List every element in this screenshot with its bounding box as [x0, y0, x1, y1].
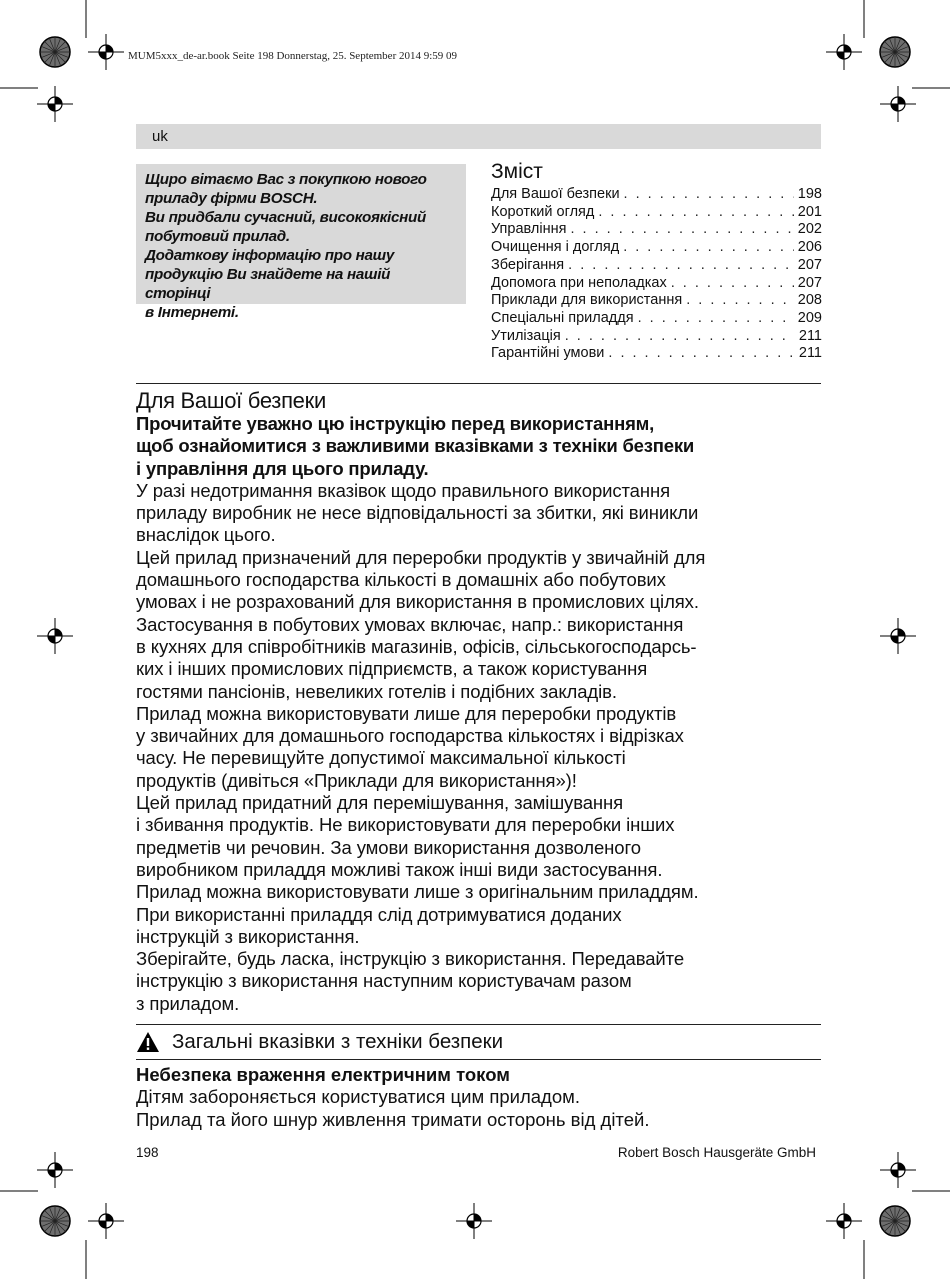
safety-text-line: Прилад можна використовувати лише для переробки продуктів — [136, 702, 677, 724]
welcome-box — [136, 164, 466, 321]
language-bar — [136, 124, 821, 149]
toc-item-label: Короткий огляд — [491, 203, 595, 220]
electric-shock-line: Прилад та його шнур живлення тримати осторонь від дітей. — [136, 1108, 650, 1130]
toc-item[interactable] — [491, 310, 822, 328]
toc-item-page: 202 — [797, 221, 822, 238]
safety-text-line: При використанні приладдя слід дотримуватися доданих — [136, 903, 622, 925]
safety-text-line: ких і інших промислових підприємств, а також користування — [136, 658, 648, 680]
safety-text-line: Цей прилад призначений для переробки продуктів у звичайній для — [136, 546, 706, 568]
toc-item-page: 211 — [798, 345, 822, 362]
welcome-line: побутовий прилад. — [145, 228, 290, 245]
toc-item[interactable] — [491, 239, 822, 257]
safety-title: Для Вашої безпеки — [136, 388, 326, 413]
toc-item-label: Спеціальні приладдя — [491, 309, 634, 326]
warning-triangle-icon — [136, 1031, 160, 1053]
toc-item-page: 208 — [797, 292, 822, 309]
welcome-line: Додаткову інформацію про нашу — [145, 247, 394, 264]
toc-item[interactable] — [491, 345, 822, 363]
section-divider — [136, 1059, 821, 1060]
toc-item[interactable] — [491, 257, 822, 275]
safety-text-line: приладу виробник не несе відповідальності за збитки, які виникли — [136, 502, 699, 524]
page-number: 198 — [136, 1145, 159, 1160]
toc-item-label: Управління — [491, 221, 567, 238]
safety-lead-line: щоб ознайомитися з важливими вказівками з техніки безпеки — [136, 435, 695, 457]
toc-item[interactable] — [491, 186, 822, 204]
welcome-line: в Інтернеті. — [145, 304, 239, 321]
toc-item-page: 198 — [797, 186, 822, 202]
welcome-line: продукцію Ви знайдете на нашій сторінці — [145, 266, 391, 302]
safety-text-line: гостями пансіонів, невеликих готелів і подібних закладів. — [136, 680, 617, 702]
toc-item-label: Очищення і догляд — [491, 239, 620, 256]
toc-item-page: 201 — [797, 203, 822, 220]
general-safety-title: Загальні вказівки з техніки безпеки — [172, 1030, 504, 1053]
safety-text-line: умовах і не розрахований для використання в промислових цілях. — [136, 591, 699, 613]
safety-text-line: і збивання продуктів. Не використовувати для переробки інших — [136, 814, 675, 836]
toc-item-page: 211 — [798, 327, 822, 344]
toc-item-page: 209 — [797, 309, 822, 326]
safety-text-line: Зберігайте, будь ласка, інструкцію з використання. Передавайте — [136, 948, 685, 970]
safety-lead-line: Прочитайте уважно цю інструкцію перед використанням, — [136, 413, 655, 434]
toc-item[interactable] — [491, 292, 822, 310]
toc-item-label: Для Вашої безпеки — [491, 186, 620, 202]
safety-text-line: У разі недотримання вказівок щодо правильного використання — [136, 479, 671, 501]
toc-item-label: Гарантійні умови — [491, 345, 605, 362]
toc-item-page: 206 — [797, 239, 822, 256]
toc-item[interactable] — [491, 221, 822, 239]
safety-text-line: інструкцій з використання. — [136, 925, 360, 947]
welcome-line: Щиро вітаємо Вас з покупкою нового — [145, 171, 427, 188]
general-safety-heading — [136, 1028, 821, 1056]
toc-item-label: Зберігання — [491, 256, 565, 273]
toc-item-label: Приклади для використання — [491, 292, 683, 309]
toc-item-label: Допомога при неполадках — [491, 274, 667, 291]
toc-item-label: Утилізація — [491, 327, 561, 344]
toc-item[interactable] — [491, 275, 822, 293]
footer-company: Robert Bosch Hausgeräte GmbH — [617, 1145, 816, 1160]
safety-section — [136, 388, 826, 1015]
toc-item-page: 207 — [797, 274, 822, 291]
toc-title: Зміст — [491, 160, 543, 183]
safety-text-line: Прилад можна використовувати лише з оригінальним приладдям. — [136, 881, 699, 903]
safety-text-line: часу. Не перевищуйте допустимої максимальної кількості — [136, 747, 626, 769]
safety-text-line: в кухнях для співробітників магазинів, офісів, сільськогосподарсь- — [136, 635, 697, 657]
safety-text-line: продуктів (дивіться «Приклади для використання»)! — [136, 769, 577, 791]
toc-item[interactable] — [491, 204, 822, 222]
safety-text-line: внаслідок цього. — [136, 524, 276, 546]
safety-text-line: Цей прилад придатний для перемішування, замішування — [136, 792, 624, 814]
table-of-contents — [491, 160, 822, 363]
safety-text-line: у звичайних для домашнього господарства кількостях і відрізках — [136, 725, 684, 747]
toc-list — [491, 186, 822, 363]
print-header: MUM5xxx_de-ar.book Seite 198 Donnerstag, 25. September 2014 9:59 09 — [128, 50, 458, 62]
welcome-line: приладу фірми BOSCH. — [145, 190, 318, 207]
section-divider — [136, 383, 821, 384]
safety-text-line: домашнього господарства кількості в домашніх або побутових — [136, 569, 666, 591]
safety-text-line: з приладом. — [136, 992, 240, 1014]
safety-text-line: виробником приладдя можливі також інші види застосування. — [136, 858, 663, 880]
safety-text-line: Застосування в побутових умовах включає, напр.: використання — [136, 613, 684, 635]
electric-shock-line: Дітям забороняється користуватися цим приладом. — [136, 1086, 580, 1108]
welcome-line: Ви придбали сучасний, високоякісний — [145, 209, 426, 226]
toc-item-page: 207 — [797, 256, 822, 273]
safety-text-line: предметів чи речовин. За умови використання дозволеного — [136, 836, 641, 858]
electric-shock-section — [136, 1064, 826, 1131]
toc-item[interactable] — [491, 328, 822, 346]
language-code: uk — [152, 128, 168, 145]
section-divider — [136, 1024, 821, 1025]
safety-lead-line: і управління для цього приладу. — [136, 457, 429, 479]
electric-shock-title: Небезпека враження електричним током — [136, 1064, 510, 1085]
safety-text-line: інструкцію з використання наступним користувачам разом — [136, 970, 632, 992]
